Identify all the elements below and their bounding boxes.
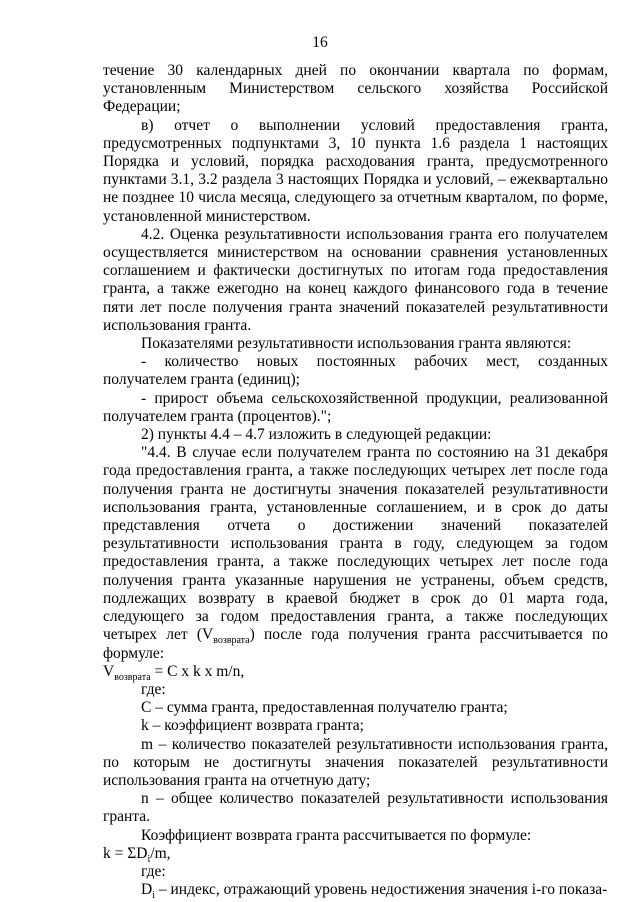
paragraph-di (103, 881, 608, 902)
subscript: i (152, 890, 155, 902)
paragraph: k – коэффициент возврата гранта; (141, 717, 364, 735)
formula-coefficient (103, 845, 608, 863)
formula-var: D (136, 844, 148, 862)
paragraph: 2) пункты 4.4 – 4.7 изложить в следующей редакции: (141, 426, 492, 444)
paragraph: - количество новых постоянных рабочих мест, созданных получателем гранта (единиц); (103, 353, 608, 389)
document-body (103, 62, 608, 902)
paragraph: где: (141, 862, 166, 880)
paragraph: С – сумма гранта, предоставленная получателю гранта; (141, 699, 508, 717)
formula-left: k = (103, 844, 128, 862)
sigma-symbol: Σ (127, 844, 137, 862)
formula-expression: = С х k х m/n, (150, 662, 245, 680)
formula-subscript: i (147, 853, 151, 865)
paragraph: m – количество показателей результативности использования гранта, по которым не достигнуты значения показателей результативности использования гранта на отчетную дату; (103, 735, 608, 789)
paragraph: n – общее количество показателей результативности использования гранта. (103, 790, 608, 826)
formula-expression: /m, (150, 844, 171, 862)
page-number: 16 (312, 34, 328, 51)
paragraph: течение 30 календарных дней по окончании квартала по формам, установленным Министерством сельского хозяйства Российской Федерации; (103, 62, 608, 116)
paragraph-text: ) после года получения гранта рассчитывается по формуле: (103, 626, 608, 662)
paragraph: - прирост объема сельскохозяйственной продукции, реализованной получателем гранта (процентов)."; (103, 389, 608, 425)
paragraph-4-4 (103, 444, 608, 662)
paragraph-text: "4.4. В случае если получателем гранта по состоянию на 31 декабря года предоставления гранта, а также последующих четырех лет после года получения гранта не достигнуты значения показателей результативности использования гранта, установленные соглашением, и в срок до даты представления отчета о достижении значений показателей результативности использования гранта в году, следующем за годом предоставления гранта, а также последующих четырех лет после года получения гранта указанные нарушения не устранены, объем средств, подлежащих возврату в краевой бюджет в срок до 01 марта года, следующего за годом предоставления гранта, а также последующих четырех лет (V (103, 444, 608, 644)
paragraph: 4.2. Оценка результативности использования гранта его получателем осуществляется министерством на основании сравнения установленных соглашением и фактически достигнутых по итогам года предоставления гранта, а также ежегодно на конец каждого финансового года в течение пяти лет после получения гранта значений показателей результативности использования гранта. (103, 225, 608, 334)
subscript: возврата (213, 635, 250, 647)
paragraph: где: (141, 680, 166, 698)
paragraph: в) отчет о выполнении условий предоставления гранта, предусмотренных подпунктами 3, 10 пункта 1.6 раздела 1 настоящих Порядка и условий, порядка расходования гранта, предусмотренного пунктами 3.1, 3.2 раздела 3 настоящих Порядка и условий, – ежеквартально не позднее 10 числа месяца, следующего за отчетным кварталом, по форме, установленной министерством. (103, 116, 608, 225)
formula-subscript: возврата (114, 671, 151, 683)
formula-var: V (103, 662, 115, 680)
paragraph: Коэффициент возврата гранта рассчитывается по формуле: (141, 826, 532, 844)
formula-refund (103, 663, 608, 681)
formula-var: D (141, 881, 153, 899)
paragraph-text: – индекс, отражающий уровень недостижения значения i-го показа- (154, 881, 608, 899)
paragraph: Показателями результативности использования гранта являются: (141, 335, 572, 353)
